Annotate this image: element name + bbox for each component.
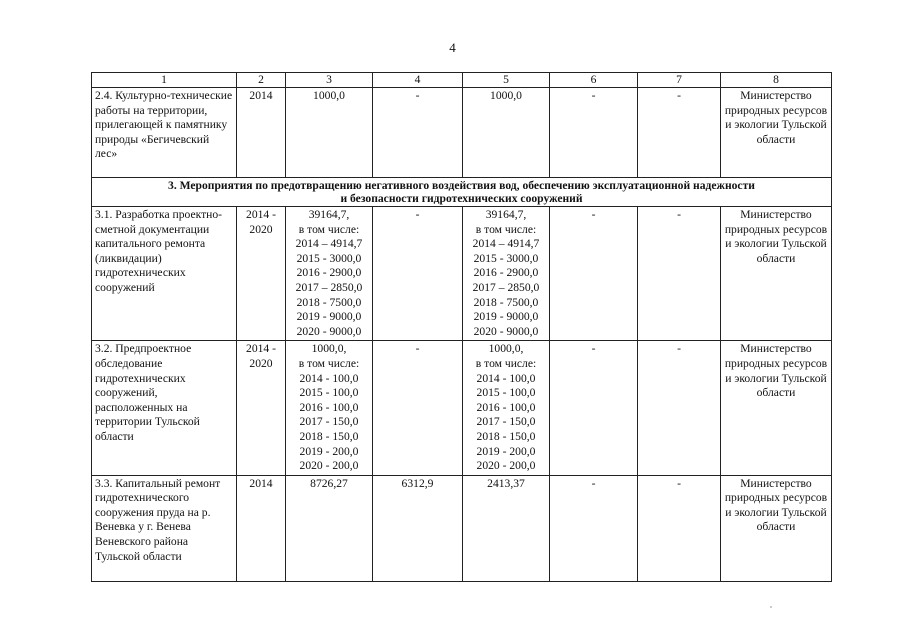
column-header: 3: [286, 73, 373, 88]
years-cell: 2014: [237, 475, 286, 581]
table-row: [92, 207, 832, 341]
regional-funding-cell: [463, 475, 550, 581]
local-funding-cell: -: [550, 475, 638, 581]
years-cell: 2014 - 2020: [237, 341, 286, 475]
funding-line: 2014 - 100,0: [476, 371, 536, 385]
funding-line: 2015 - 3000,0: [473, 251, 539, 265]
funding-line: 2020 - 9000,0: [473, 324, 539, 338]
other-funding-cell: -: [638, 88, 721, 178]
page-number: 4: [449, 40, 456, 55]
years-cell: 2014 - 2020: [237, 207, 286, 341]
funding-line: 2018 - 7500,0: [473, 295, 539, 309]
other-funding-cell: -: [638, 341, 721, 475]
section-title: [92, 178, 832, 207]
funding-line: в том числе:: [298, 356, 360, 370]
funding-line: 2017 - 150,0: [299, 415, 359, 429]
funding-line: 2016 - 2900,0: [473, 266, 539, 280]
column-header: 6: [550, 73, 638, 88]
measure-name: 3.1. Разработка проектно-сметной документации капитального ремонта (ликвидации) гидротехнических сооружений: [92, 207, 237, 341]
federal-funding-cell: -: [373, 341, 463, 475]
column-header: 7: [638, 73, 721, 88]
funding-line: в том числе:: [475, 356, 537, 370]
funding-line: в том числе:: [298, 222, 360, 236]
funding-line: 2018 - 150,0: [476, 429, 536, 443]
funding-line: 2019 - 9000,0: [296, 310, 362, 324]
executor-cell: Министерство природных ресурсов и экологии Тульской области: [721, 207, 832, 341]
funding-line: 39164,7,: [308, 208, 350, 221]
funding-line: 2014 - 100,0: [299, 371, 359, 385]
column-header: 8: [721, 73, 832, 88]
table-header-row: [92, 73, 832, 88]
funding-line: 2020 - 200,0: [299, 459, 359, 473]
funding-line: 2016 - 2900,0: [296, 266, 362, 280]
executor-cell: Министерство природных ресурсов и экологии Тульской области: [721, 88, 832, 178]
funding-line: 2015 - 100,0: [476, 386, 536, 400]
column-header: 4: [373, 73, 463, 88]
total-funding-cell: [286, 475, 373, 581]
regional-funding-cell: [463, 207, 550, 341]
funding-line: 2014 – 4914,7: [472, 237, 540, 251]
section-row: [92, 178, 832, 207]
funding-line: 1000,0,: [488, 342, 524, 356]
measure-name: 2.4. Культурно-технические работы на территории, прилегающей к памятнику природы «Бегичевский лес»: [92, 88, 237, 178]
funding-line: 2020 - 200,0: [476, 459, 536, 473]
funding-line: 2014 – 4914,7: [295, 237, 363, 251]
funding-line: 2018 - 7500,0: [296, 295, 362, 309]
section-title-line: и безопасности гидротехнических сооружений: [340, 192, 583, 205]
funding-line: 2015 - 100,0: [299, 386, 359, 400]
other-funding-cell: -: [638, 207, 721, 341]
funding-line: 2413,37: [487, 476, 525, 490]
funding-line: 2020 - 9000,0: [296, 324, 362, 338]
funding-line: 1000,0,: [311, 342, 347, 356]
table-row: [92, 88, 832, 178]
total-funding-cell: [286, 88, 373, 178]
total-funding-cell: [286, 341, 373, 475]
other-funding-cell: -: [638, 475, 721, 581]
table-row: [92, 475, 832, 581]
executor-cell: Министерство природных ресурсов и экологии Тульской области: [721, 475, 832, 581]
funding-line: 2019 - 200,0: [476, 444, 536, 458]
total-funding-cell: [286, 207, 373, 341]
funding-line: 1000,0: [313, 89, 345, 102]
funding-line: 1000,0: [490, 89, 522, 102]
funding-line: 2019 - 9000,0: [473, 310, 539, 324]
regional-funding-cell: [463, 341, 550, 475]
measure-name: 3.3. Капитальный ремонт гидротехнического сооружения пруда на р. Веневка у г. Венева Веневского района Тульской области: [92, 475, 237, 581]
funding-line: 2017 – 2850,0: [295, 280, 363, 294]
measure-name: 3.2. Предпроектное обследование гидротехнических сооружений, расположенных на территории Тульской области: [92, 341, 237, 475]
section-title-line: 3. Мероприятия по предотвращению негативного воздействия вод, обеспечению эксплуатационной надежности: [168, 179, 755, 192]
funding-line: 2016 - 100,0: [299, 400, 359, 414]
funding-line: 2017 - 150,0: [476, 415, 536, 429]
federal-funding-cell: -: [373, 88, 463, 178]
funding-line: 2017 – 2850,0: [472, 280, 540, 294]
program-measures-table: [91, 72, 832, 582]
federal-funding-cell: -: [373, 207, 463, 341]
column-header: 2: [237, 73, 286, 88]
table-row: [92, 341, 832, 475]
funding-line: 39164,7,: [485, 208, 527, 221]
funding-line: 8726,27: [310, 476, 348, 490]
funding-line: 2015 - 3000,0: [296, 251, 362, 265]
column-header: 5: [463, 73, 550, 88]
funding-line: 2016 - 100,0: [476, 400, 536, 414]
executor-cell: Министерство природных ресурсов и экологии Тульской области: [721, 341, 832, 475]
funding-line: 2019 - 200,0: [299, 444, 359, 458]
regional-funding-cell: [463, 88, 550, 178]
federal-funding-cell: 6312,9: [373, 475, 463, 581]
funding-line: в том числе:: [475, 222, 537, 236]
scan-speck: [770, 606, 772, 608]
years-cell: 2014: [237, 88, 286, 178]
local-funding-cell: -: [550, 88, 638, 178]
local-funding-cell: -: [550, 341, 638, 475]
local-funding-cell: -: [550, 207, 638, 341]
funding-line: 2018 - 150,0: [299, 429, 359, 443]
column-header: 1: [92, 73, 237, 88]
